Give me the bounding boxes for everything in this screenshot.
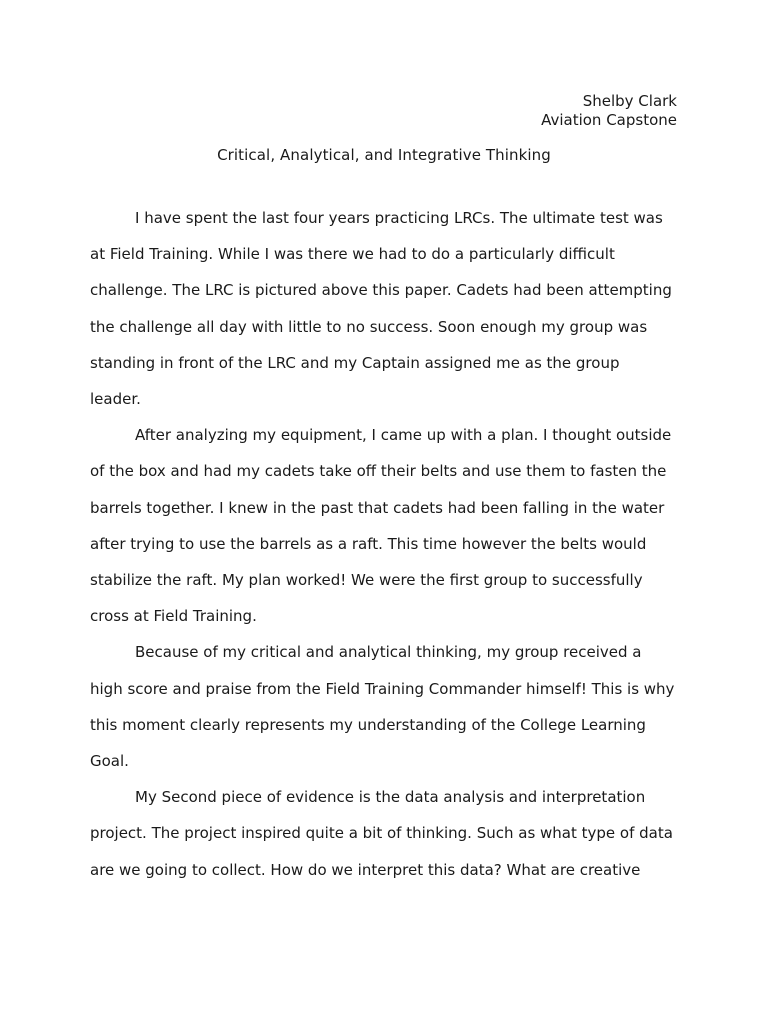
paragraph-line: Because of my critical and analytical thinking, my group received a — [135, 643, 642, 662]
paragraph-line: this moment clearly represents my understanding of the College Learning — [90, 715, 646, 734]
paragraph — [90, 417, 680, 634]
paragraph-line: After analyzing my equipment, I came up with a plan. I thought outside — [135, 426, 672, 445]
document-title: Critical, Analytical, and Integrative Thinking — [217, 146, 551, 164]
paragraph-line: the challenge all day with little to no success. Soon enough my group was — [90, 317, 648, 336]
paragraph — [90, 200, 680, 417]
paragraph-line: stabilize the raft. My plan worked! We were the first group to successfully — [90, 571, 643, 590]
paragraph-line: leader. — [90, 390, 141, 409]
author-name: Shelby Clark — [582, 92, 677, 110]
paragraph-line: at Field Training. While I was there we had to do a particularly difficult — [90, 245, 615, 264]
paragraph-line: challenge. The LRC is pictured above this paper. Cadets had been attempting — [90, 281, 672, 300]
paragraph-line: standing in front of the LRC and my Captain assigned me as the group — [90, 353, 620, 372]
paragraph-line: cross at Field Training. — [90, 607, 257, 626]
paragraph-line: I have spent the last four years practicing LRCs. The ultimate test was — [135, 209, 663, 227]
paragraph-line: My Second piece of evidence is the data analysis and interpretation — [135, 788, 646, 807]
paragraph-line: after trying to use the barrels as a raft. This time however the belts would — [90, 534, 647, 553]
document-body — [90, 200, 680, 888]
paragraph-line: are we going to collect. How do we interpret this data? What are creative — [90, 860, 641, 879]
paragraph-line: project. The project inspired quite a bit of thinking. Such as what type of data — [90, 824, 673, 843]
paragraph-line: high score and praise from the Field Training Commander himself! This is why — [90, 679, 675, 698]
paragraph-line: barrels together. I knew in the past that cadets had been falling in the water — [90, 498, 665, 517]
course-name: Aviation Capstone — [541, 111, 677, 129]
paragraph — [90, 634, 680, 779]
paragraph — [90, 779, 680, 888]
header-block — [541, 92, 677, 130]
paragraph-line: of the box and had my cadets take off their belts and use them to fasten the — [90, 462, 667, 481]
paragraph-line: Goal. — [90, 752, 129, 771]
